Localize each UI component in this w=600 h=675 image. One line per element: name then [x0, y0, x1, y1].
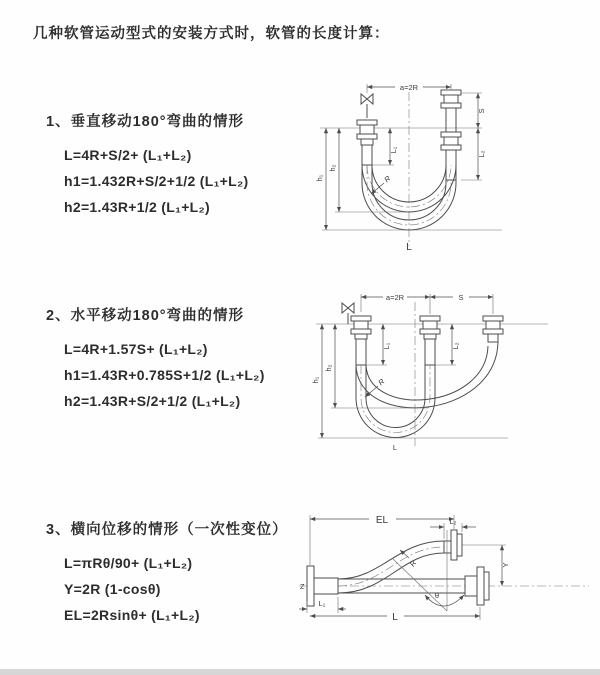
formula-line: h1=1.43R+0.785S+1/2 (L₁+L₂) — [64, 367, 265, 383]
right-flange-assembly — [441, 90, 461, 180]
diagram-vertical-180-bend — [312, 70, 597, 255]
formula-line: h2=1.43R+S/2+1/2 (L₁+L₂) — [64, 393, 241, 409]
dim-label-h1: h₁ — [311, 376, 320, 384]
dim-label-s: S — [458, 293, 464, 302]
section-horizontal-movement — [46, 304, 265, 414]
formula-line: L=4R+S/2+ (L₁+L₂) — [64, 147, 192, 163]
dim-label-r: R — [376, 376, 387, 388]
dim-label-l2: L₂ — [451, 342, 460, 350]
dim-label-r: R — [382, 173, 393, 185]
end-mark: Z — [300, 582, 305, 591]
valve-icon — [361, 94, 373, 118]
dim-label-el: EL — [375, 515, 389, 526]
section-vertical-movement — [46, 110, 249, 220]
dim-h1 — [311, 324, 508, 438]
dim-label-l: L — [406, 242, 412, 253]
dim-label-l2: L₂ — [449, 517, 457, 526]
page-title: 几种软管运动型式的安装方式时，软管的长度计算： — [33, 26, 390, 42]
middle-flange-assembly — [420, 316, 440, 365]
formula-line: Y=2R (1-cosθ) — [64, 581, 161, 597]
right-flange-assembly — [483, 316, 503, 342]
diagram-horizontal-180-bend — [308, 280, 598, 455]
dim-label-h1: h₁ — [315, 174, 324, 182]
dim-label-r: R — [407, 558, 419, 569]
dim-label-l1: L₁ — [382, 342, 391, 350]
formula-line: L=πRθ/90+ (L₁+L₂) — [64, 555, 193, 571]
dim-label-l1: L₁ — [318, 599, 326, 608]
formula-line: h1=1.432R+S/2+1/2 (L₁+L₂) — [64, 173, 249, 189]
section-2-heading: 2、水平移动180°弯曲的情形 — [46, 308, 245, 324]
dim-l1 — [299, 597, 346, 613]
section-1-heading: 1、垂直移动180°弯曲的情形 — [46, 114, 245, 130]
dim-label-l: L — [392, 612, 398, 623]
dim-label-y: Y — [501, 562, 510, 568]
dim-label-l: L — [392, 443, 398, 452]
section-lateral-displacement — [46, 518, 288, 628]
scan-edge-artifact — [0, 669, 600, 675]
dim-label-a2r: a=2R — [385, 293, 405, 302]
dim-h2 — [324, 324, 428, 408]
section-3-heading: 3、横向位移的情形（一次性变位） — [46, 522, 288, 538]
dim-a2r — [367, 83, 451, 93]
displaced-hose — [338, 530, 462, 593]
formula-line: L=4R+1.57S+ (L₁+L₂) — [64, 341, 208, 357]
dim-label-h2: h₂ — [324, 364, 333, 372]
dim-el — [310, 515, 457, 565]
hose-u-bends — [356, 342, 498, 438]
formula-line: EL=2Rsinθ+ (L₁+L₂) — [64, 607, 200, 623]
dim-label-h2: h₂ — [328, 164, 337, 172]
dim-l — [310, 607, 480, 623]
left-flange-assembly — [351, 316, 371, 365]
dim-label-a2r: a=2R — [399, 83, 419, 92]
dim-label-l1: L₁ — [389, 146, 398, 154]
formula-line: h2=1.43R+1/2 (L₁+L₂) — [64, 199, 211, 215]
dim-s — [461, 93, 486, 128]
dim-label-l2: L₂ — [477, 150, 486, 158]
dim-h1 — [315, 128, 502, 230]
left-flange-assembly — [357, 120, 377, 165]
dim-label-theta: θ — [434, 591, 440, 600]
diagram-lateral-displacement — [297, 501, 597, 651]
dim-l2 — [461, 128, 486, 180]
dim-label-s: S — [477, 108, 486, 114]
dim-a2r — [361, 293, 493, 314]
